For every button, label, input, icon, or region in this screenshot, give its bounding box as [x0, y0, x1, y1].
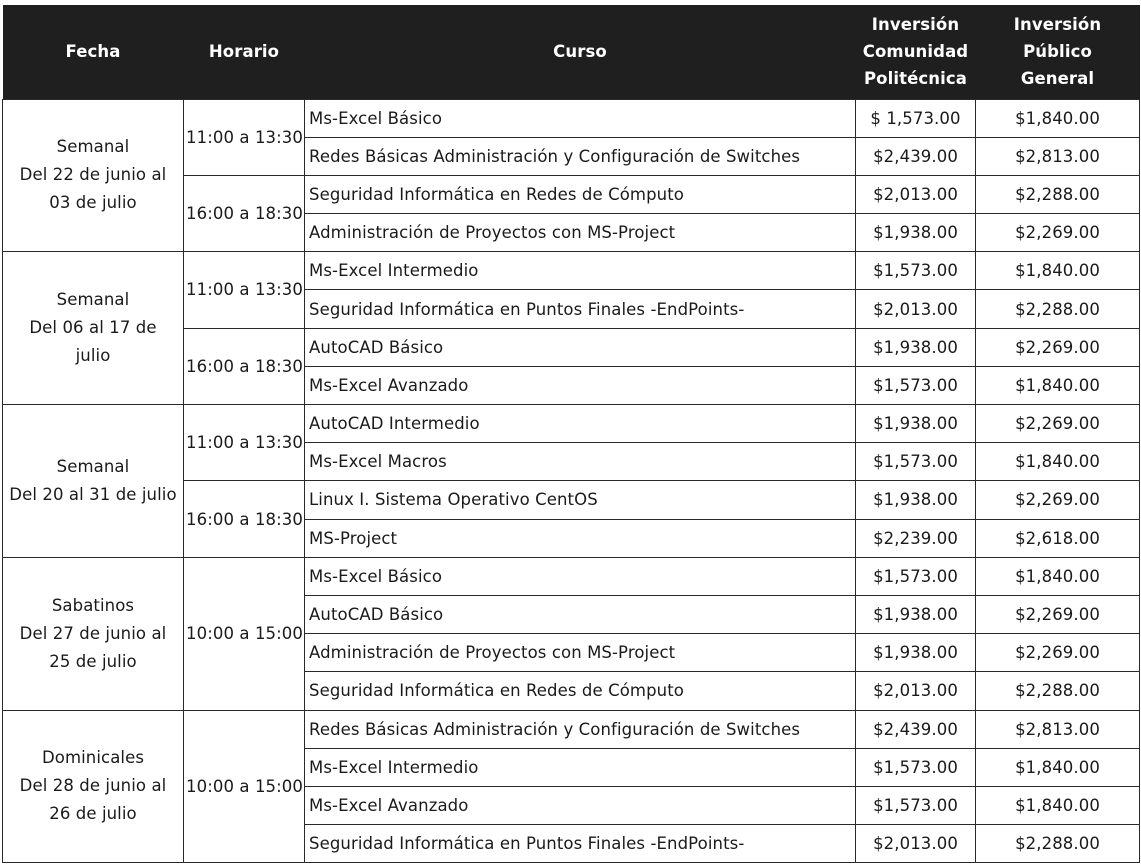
curso-cell: Ms-Excel Básico: [305, 99, 856, 137]
inversion-comunidad-cell: $1,573.00: [856, 786, 976, 824]
curso-cell: Redes Básicas Administración y Configuración de Switches: [305, 137, 856, 175]
inversion-publico-cell: $2,269.00: [976, 595, 1140, 633]
inversion-publico-cell: $2,288.00: [976, 825, 1140, 863]
fecha-cell: [3, 99, 184, 252]
fecha-line: Semanal: [56, 456, 130, 476]
curso-cell: Administración de Proyectos con MS-Project: [305, 634, 856, 672]
curso-cell: Linux I. Sistema Operativo CentOS: [305, 481, 856, 519]
fecha-line: Del 20 al 31 de julio: [9, 484, 177, 504]
header-fecha: Fecha: [3, 5, 184, 99]
curso-cell: Seguridad Informática en Redes de Cómputo: [305, 672, 856, 710]
fecha-line: Sabatinos: [51, 595, 135, 615]
fecha-line: Del 28 de junio al: [19, 776, 167, 796]
inversion-publico-cell: $2,288.00: [976, 672, 1140, 710]
inversion-comunidad-cell: $1,573.00: [856, 748, 976, 786]
inversion-publico-cell: $2,813.00: [976, 137, 1140, 175]
header-curso: Curso: [305, 5, 856, 99]
header-row: [3, 5, 1140, 99]
horario-cell: 16:00 a 18:30: [184, 481, 305, 557]
fecha-cell: [3, 252, 184, 405]
inversion-publico-cell: $1,840.00: [976, 786, 1140, 824]
curso-cell: Ms-Excel Intermedio: [305, 748, 856, 786]
inversion-publico-cell: $2,269.00: [976, 328, 1140, 366]
table-row: [3, 405, 1140, 443]
header-line: Inversión: [1013, 15, 1102, 35]
fecha-cell: [3, 710, 184, 863]
inversion-comunidad-cell: $1,938.00: [856, 595, 976, 633]
header-line: Politécnica: [863, 69, 968, 89]
table-row: [3, 710, 1140, 748]
curso-cell: Ms-Excel Básico: [305, 557, 856, 595]
inversion-comunidad-cell: $1,573.00: [856, 443, 976, 481]
horario-cell: 11:00 a 13:30: [184, 252, 305, 328]
inversion-comunidad-cell: $2,013.00: [856, 290, 976, 328]
course-schedule-table: [2, 5, 1140, 863]
horario-cell: 11:00 a 13:30: [184, 99, 305, 175]
inversion-publico-cell: $2,269.00: [976, 481, 1140, 519]
header-horario: Horario: [184, 5, 305, 99]
fecha-line: Del 27 de junio al: [19, 623, 167, 643]
inversion-comunidad-cell: $1,938.00: [856, 328, 976, 366]
curso-cell: AutoCAD Intermedio: [305, 405, 856, 443]
curso-cell: AutoCAD Básico: [305, 328, 856, 366]
inversion-publico-cell: $2,288.00: [976, 290, 1140, 328]
fecha-line: Del 06 al 17 de: [29, 318, 157, 338]
fecha-line: 26 de julio: [49, 804, 137, 824]
inversion-comunidad-cell: $1,938.00: [856, 405, 976, 443]
horario-cell: 16:00 a 18:30: [184, 328, 305, 404]
horario-cell: 16:00 a 18:30: [184, 175, 305, 251]
header-inversion-comunidad: [856, 5, 976, 99]
inversion-publico-cell: $2,813.00: [976, 710, 1140, 748]
inversion-publico-cell: $1,840.00: [976, 99, 1140, 137]
curso-cell: Ms-Excel Macros: [305, 443, 856, 481]
fecha-line: 03 de julio: [49, 193, 137, 213]
header-line: Público: [1023, 42, 1092, 62]
curso-cell: MS-Project: [305, 519, 856, 557]
horario-cell: 10:00 a 15:00: [184, 557, 305, 710]
fecha-line: Semanal: [56, 137, 130, 157]
curso-cell: Seguridad Informática en Redes de Cómputo: [305, 175, 856, 213]
horario-cell: 11:00 a 13:30: [184, 405, 305, 481]
curso-cell: Seguridad Informática en Puntos Finales -EndPoints-: [305, 825, 856, 863]
inversion-publico-cell: $1,840.00: [976, 748, 1140, 786]
header-line: Comunidad: [862, 42, 969, 62]
horario-cell: 10:00 a 15:00: [184, 710, 305, 863]
table-body: [3, 99, 1140, 863]
curso-cell: Ms-Excel Avanzado: [305, 366, 856, 404]
inversion-comunidad-cell: $2,013.00: [856, 825, 976, 863]
inversion-comunidad-cell: $1,938.00: [856, 634, 976, 672]
fecha-line: Del 22 de junio al: [19, 165, 167, 185]
table-row: [3, 252, 1140, 290]
inversion-comunidad-cell: $2,439.00: [856, 710, 976, 748]
fecha-cell: [3, 557, 184, 710]
inversion-comunidad-cell: $1,573.00: [856, 366, 976, 404]
inversion-publico-cell: $2,288.00: [976, 175, 1140, 213]
inversion-publico-cell: $1,840.00: [976, 252, 1140, 290]
fecha-line: Dominicales: [41, 748, 145, 768]
header-inversion-publico: [976, 5, 1140, 99]
inversion-comunidad-cell: $ 1,573.00: [856, 99, 976, 137]
inversion-publico-cell: $2,269.00: [976, 214, 1140, 252]
curso-cell: AutoCAD Básico: [305, 595, 856, 633]
inversion-comunidad-cell: $2,239.00: [856, 519, 976, 557]
header-line: General: [1020, 69, 1095, 89]
inversion-comunidad-cell: $1,938.00: [856, 481, 976, 519]
inversion-comunidad-cell: $1,573.00: [856, 252, 976, 290]
table-header: [3, 5, 1140, 99]
fecha-line: 25 de julio: [49, 651, 137, 671]
inversion-publico-cell: $1,840.00: [976, 557, 1140, 595]
table-row: [3, 557, 1140, 595]
header-line: Inversión: [871, 15, 960, 35]
curso-cell: Redes Básicas Administración y Configuración de Switches: [305, 710, 856, 748]
inversion-publico-cell: $2,618.00: [976, 519, 1140, 557]
curso-cell: Ms-Excel Intermedio: [305, 252, 856, 290]
table-row: [3, 99, 1140, 137]
curso-cell: Ms-Excel Avanzado: [305, 786, 856, 824]
inversion-publico-cell: $1,840.00: [976, 366, 1140, 404]
fecha-line: julio: [75, 346, 111, 366]
inversion-publico-cell: $1,840.00: [976, 443, 1140, 481]
inversion-comunidad-cell: $2,013.00: [856, 672, 976, 710]
inversion-publico-cell: $2,269.00: [976, 634, 1140, 672]
inversion-comunidad-cell: $2,013.00: [856, 175, 976, 213]
curso-cell: Administración de Proyectos con MS-Project: [305, 214, 856, 252]
inversion-publico-cell: $2,269.00: [976, 405, 1140, 443]
curso-cell: Seguridad Informática en Puntos Finales -EndPoints-: [305, 290, 856, 328]
inversion-comunidad-cell: $2,439.00: [856, 137, 976, 175]
inversion-comunidad-cell: $1,938.00: [856, 214, 976, 252]
inversion-comunidad-cell: $1,573.00: [856, 557, 976, 595]
fecha-cell: [3, 405, 184, 558]
fecha-line: Semanal: [56, 290, 130, 310]
